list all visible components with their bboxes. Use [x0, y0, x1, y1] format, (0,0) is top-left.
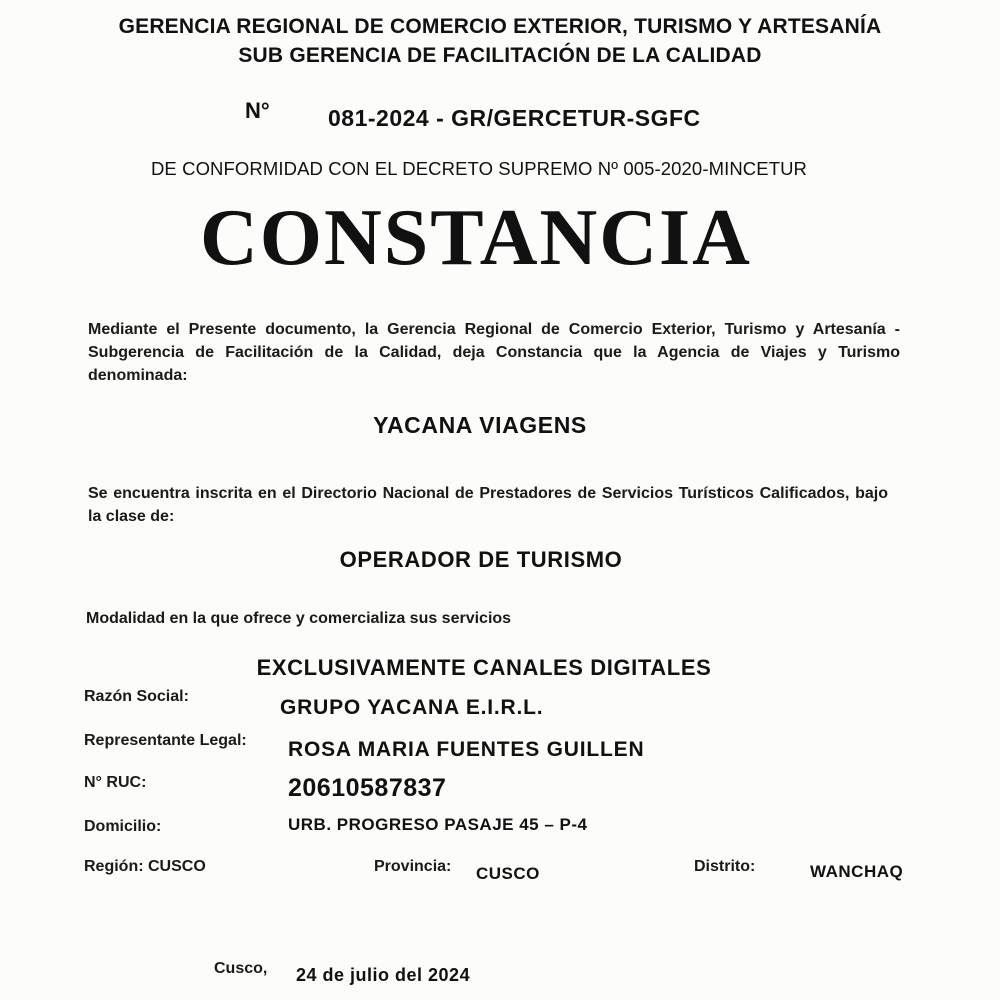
provincia-label: Provincia: [374, 858, 452, 875]
ruc-label: N° RUC: [84, 774, 147, 791]
header-line-1: GERENCIA REGIONAL DE COMERCIO EXTERIOR, TURISMO Y ARTESANÍA [118, 15, 882, 38]
number-symbol: N° [245, 98, 270, 123]
document-title: CONSTANCIA [200, 194, 752, 282]
intro-paragraph: Mediante el Presente documento, la Gerencia Regional de Comercio Exterior, Turismo y Artesanía - Subgerencia de Facilitación de la Calidad, deja Constancia que la Agencia de Viajes y Turismo denominada: [88, 321, 900, 384]
distrito-label: Distrito: [694, 858, 756, 875]
razon-social-label: Razón Social: [84, 688, 189, 705]
domicilio-label: Domicilio: [84, 818, 162, 835]
region-label: Región: CUSCO [84, 858, 206, 875]
clase-value: OPERADOR DE TURISMO [339, 547, 623, 572]
agency-name: YACANA VIAGENS [373, 412, 587, 438]
modalidad-value: EXCLUSIVAMENTE CANALES DIGITALES [256, 655, 712, 680]
header-line-2: SUB GERENCIA DE FACILITACIÓN DE LA CALIDAD [238, 44, 762, 67]
decreto-line: DE CONFORMIDAD CON EL DECRETO SUPREMO Nº 005-2020-MINCETUR [150, 158, 808, 179]
footer-date: 24 de julio del 2024 [296, 965, 471, 985]
ruc-value: 20610587837 [288, 774, 447, 802]
footer-place: Cusco, [214, 960, 268, 977]
provincia-value: CUSCO [476, 864, 540, 883]
modalidad-label: Modalidad en la que ofrece y comercializa sus servicios [86, 610, 512, 627]
domicilio-value: URB. PROGRESO PASAJE 45 – P-4 [288, 815, 588, 834]
razon-social-value: GRUPO YACANA E.I.R.L. [280, 696, 544, 719]
inscrita-paragraph: Se encuentra inscrita en el Directorio Nacional de Prestadores de Servicios Turísticos Calificados, bajo la clase de: [88, 485, 888, 525]
representante-label: Representante Legal: [84, 732, 247, 749]
distrito-value: WANCHAQ [810, 862, 904, 881]
document-number: 081-2024 - GR/GERCETUR-SGFC [328, 105, 701, 131]
representante-value: ROSA MARIA FUENTES GUILLEN [288, 738, 645, 761]
